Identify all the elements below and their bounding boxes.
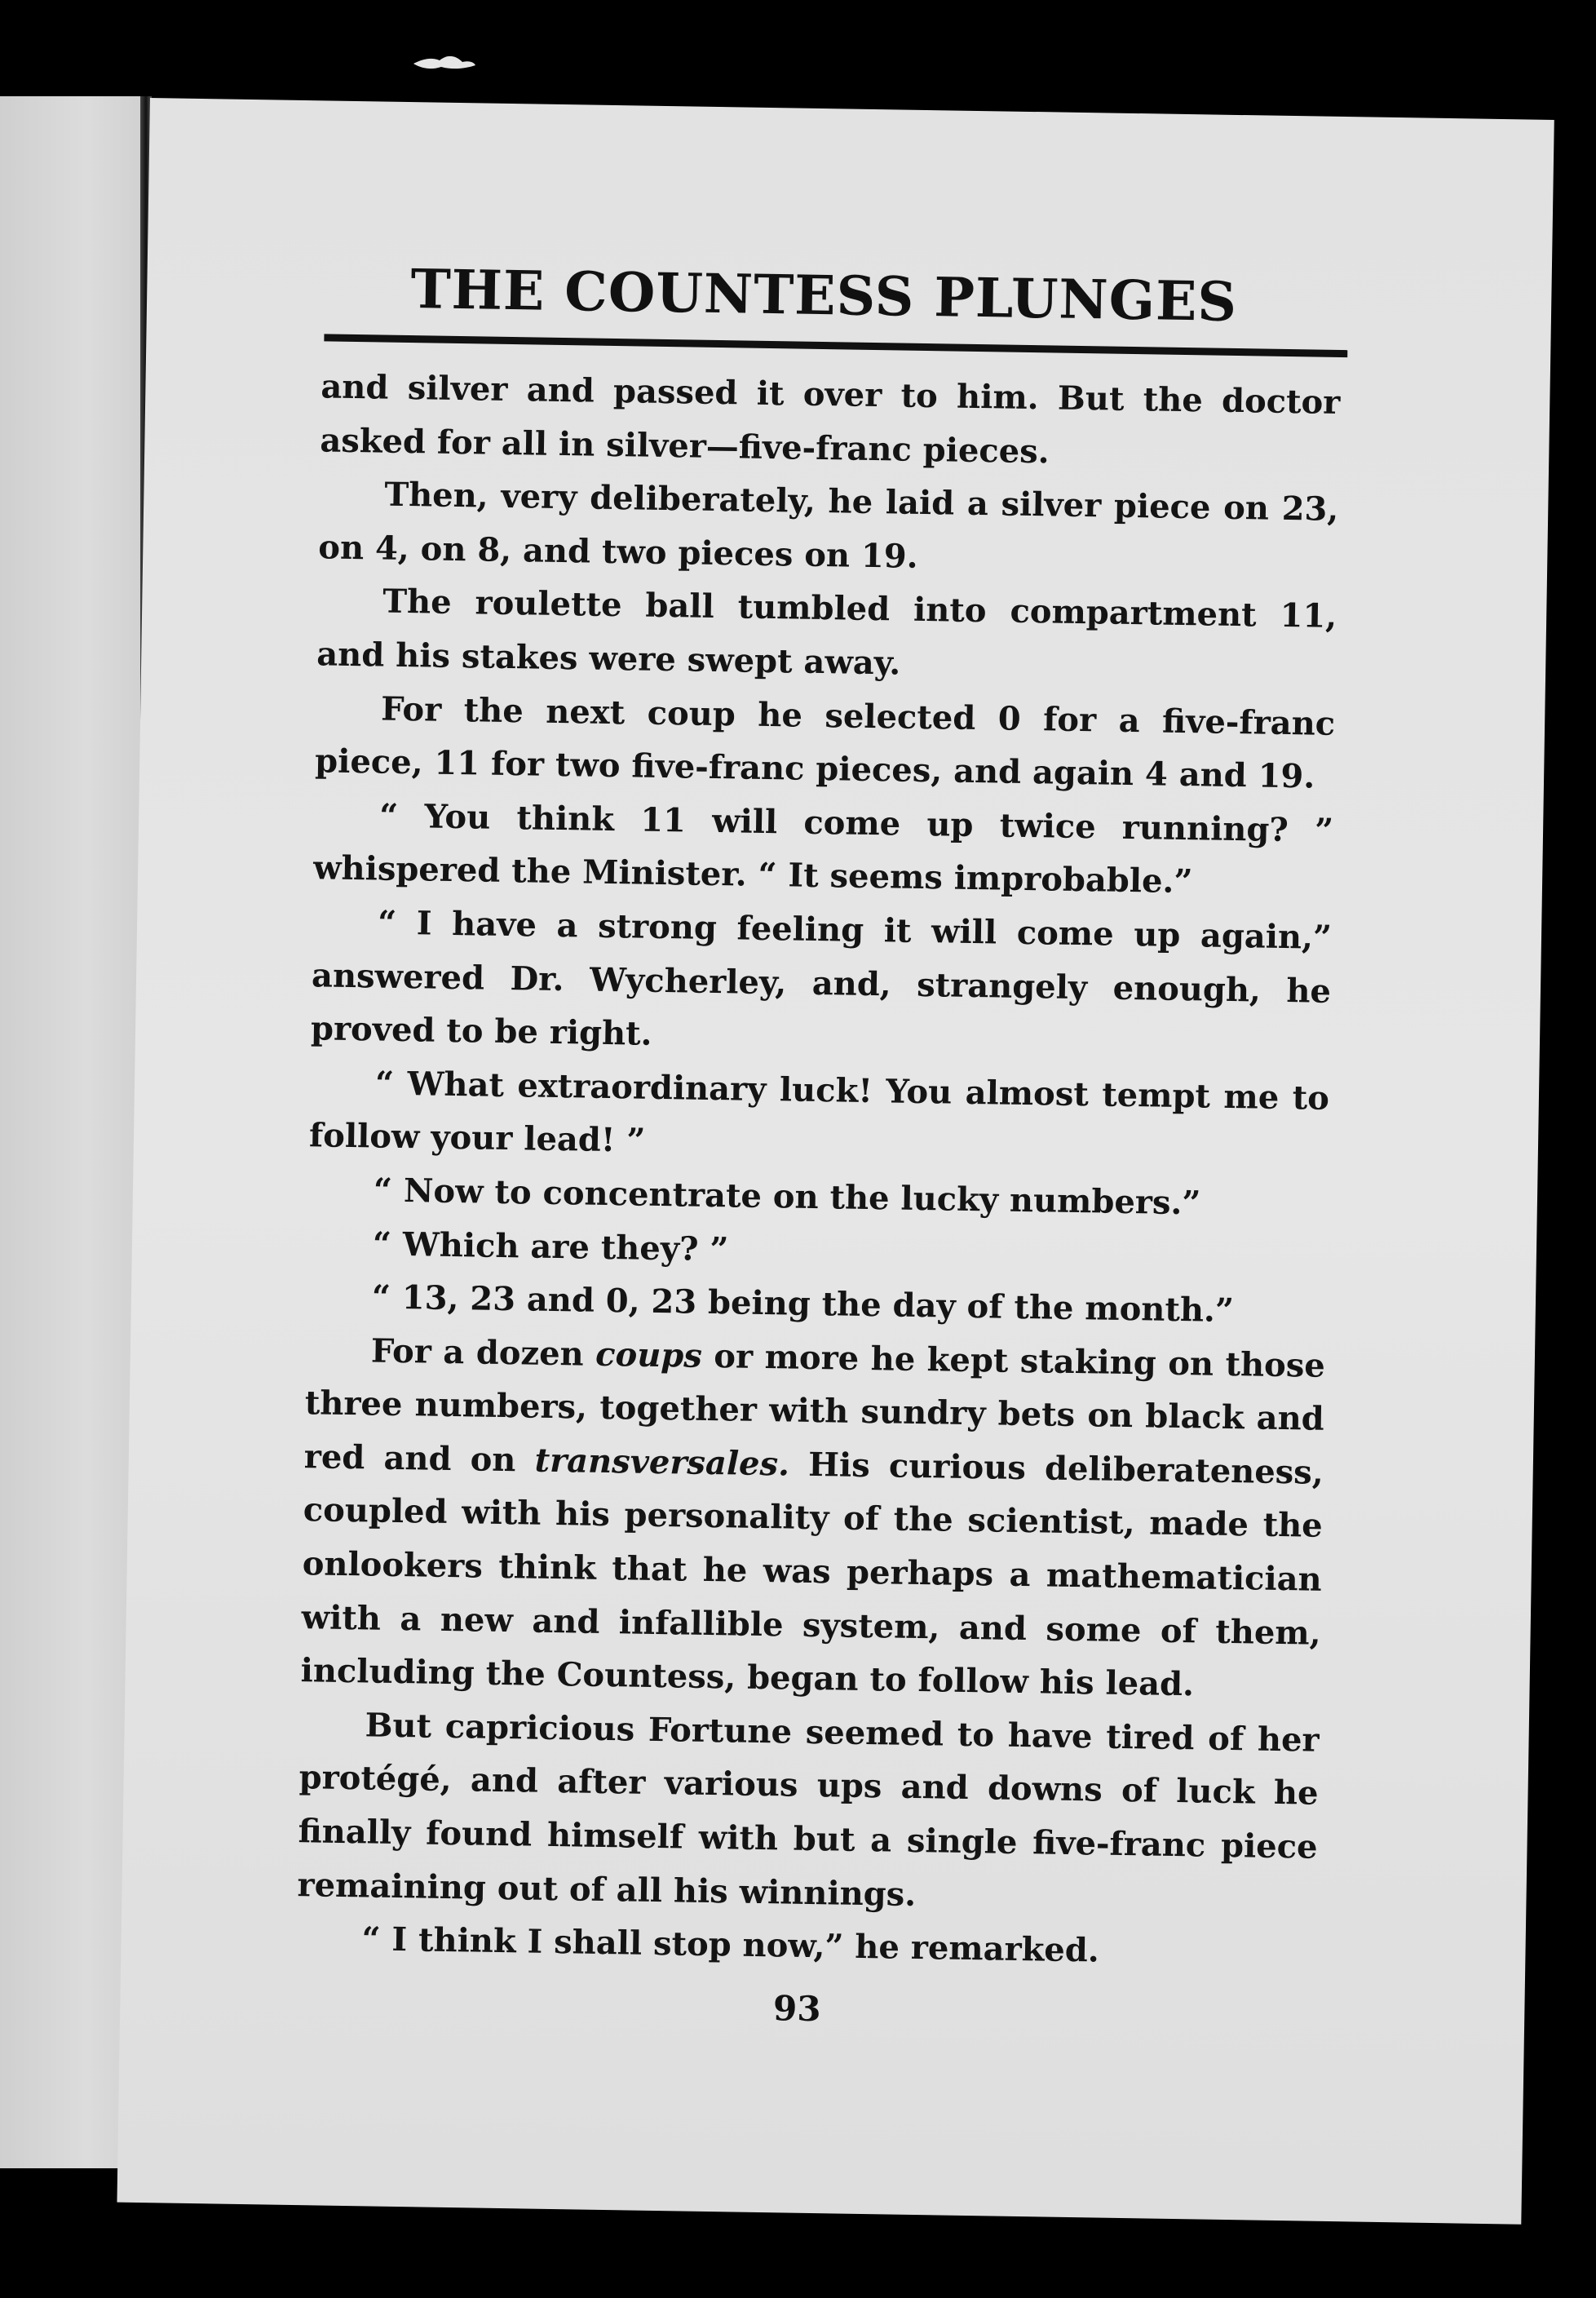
paragraph: The roulette ball tumbled into compartment 11, and his stakes were swept away.: [316, 582, 1337, 683]
text-run: For a dozen: [370, 1331, 596, 1374]
paragraph-with-italics: [300, 1323, 1325, 1714]
paragraph: “ I have a strong feeling it will come up again,” answered Dr. Wycherley, and, strangely enough, he proved to be right.: [310, 903, 1333, 1053]
paragraph: But capricious Fortune seemed to have tired of her protégé, and after various ups and downs of luck he finally found himself with but a single five-franc piece remaining out of all his winnings.: [297, 1706, 1320, 1914]
paragraph: “ Now to concentrate on the lucky numbers.”: [373, 1171, 1201, 1223]
text-run: His curious deliberateness, coupled with his personality of the scientist, made the onlookers think that he was perhaps a mathematician with a new and infallible system, and some of them, including the Countess, began to follow his lead.: [300, 1445, 1324, 1704]
page-number: 93: [772, 1988, 821, 2030]
paragraph: “ What extraordinary luck! You almost tempt me to follow your lead! ”: [308, 1064, 1330, 1161]
text-run: or more he kept staking on those three numbers, together with sundry bets on black and red and on: [303, 1336, 1326, 1480]
paragraph: and silver and passed it over to him. But the doctor asked for all in silver—five-franc pieces.: [320, 367, 1341, 471]
scan-smudge-mark: [412, 51, 477, 73]
paragraph: Then, very deliberately, he laid a silver piece on 23, on 4, on 8, and two pieces on 19.: [318, 475, 1339, 576]
paragraph: “ I think I shall stop now,” he remarked.: [361, 1919, 1100, 1970]
italic-text: coups: [595, 1335, 703, 1375]
paragraph: “ 13, 23 and 0, 23 being the day of the month.”: [371, 1277, 1235, 1331]
paragraph: “ You think 11 will come up twice running? ” whispered the Minister. “ It seems improbable.”: [312, 796, 1334, 901]
book-page: [117, 98, 1554, 2225]
header-rule: [324, 334, 1347, 357]
italic-text: transversales.: [534, 1441, 790, 1484]
running-header: THE COUNTESS PLUNGES: [409, 257, 1238, 334]
paragraph: For the next coup he selected 0 for a five-franc piece, 11 for two five-franc pieces, and again 4 and 19.: [314, 689, 1336, 796]
paragraph: “ Which are they? ”: [372, 1224, 729, 1269]
page-body: [296, 360, 1341, 1981]
